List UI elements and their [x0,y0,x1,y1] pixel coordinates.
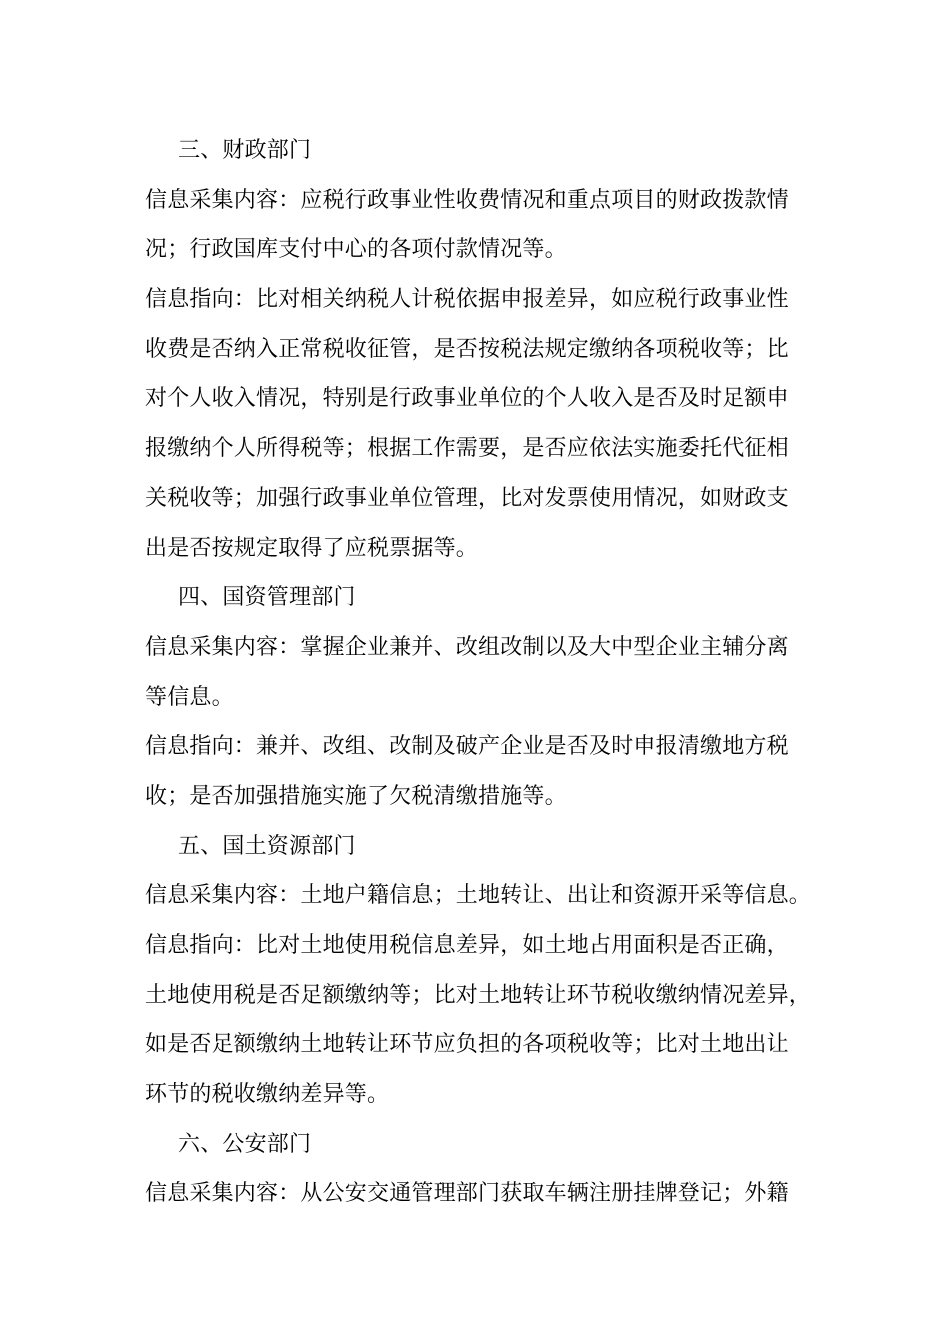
paragraph-line: 等信息。 [145,684,234,710]
paragraph-line: 信息指向：兼并、改组、改制及破产企业是否及时申报清缴地方税 [145,734,789,760]
paragraph-line: 收费是否纳入正常税收征管，是否按税法规定缴纳各项税收等；比 [145,336,789,362]
document-body [145,126,835,1219]
paragraph-line: 土地使用税是否足额缴纳等；比对土地转让环节税收缴纳情况差异， [145,982,812,1008]
paragraph-line: 出是否按规定取得了应税票据等。 [145,535,479,561]
paragraph-line: 信息指向：比对相关纳税人计税依据申报差异，如应税行政事业性 [145,287,789,313]
paragraph-line: 如是否足额缴纳土地转让环节应负担的各项税收等；比对土地出让 [145,1032,789,1058]
paragraph-line: 收；是否加强措施实施了欠税清缴措施等。 [145,783,567,809]
paragraph-line: 报缴纳个人所得税等；根据工作需要，是否应依法实施委托代征相 [145,436,789,462]
paragraph-line: 信息采集内容：掌握企业兼并、改组改制以及大中型企业主辅分离 [145,634,789,660]
paragraph-line: 信息采集内容：土地户籍信息；土地转让、出让和资源开采等信息。 [145,883,812,909]
paragraph-line: 信息指向：比对土地使用税信息差异，如土地占用面积是否正确， [145,933,789,958]
paragraph-line: 环节的税收缴纳差异等。 [145,1082,390,1108]
paragraph-line: 信息采集内容：应税行政事业性收费情况和重点项目的财政拨款情 [145,187,789,213]
section-heading-land-resources: 五、国土资源部门 [178,833,356,859]
paragraph-line: 关税收等；加强行政事业单位管理，比对发票使用情况，如财政支 [145,485,789,511]
section-heading-public-security: 六、公安部门 [178,1131,312,1157]
section-heading-finance: 三、财政部门 [178,138,312,163]
paragraph-line: 况；行政国库支付中心的各项付款情况等。 [145,237,567,263]
section-heading-state-assets: 四、国资管理部门 [178,585,356,611]
paragraph-line: 信息采集内容：从公安交通管理部门获取车辆注册挂牌登记；外籍 [145,1181,789,1207]
paragraph-line: 对个人收入情况，特别是行政事业单位的个人收入是否及时足额申 [145,386,789,412]
